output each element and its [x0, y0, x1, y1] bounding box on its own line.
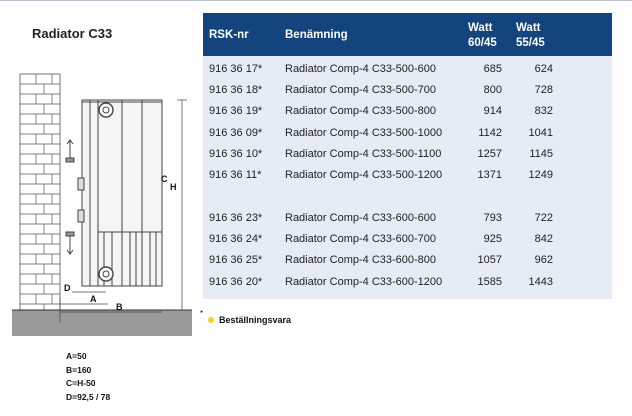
- dim-label-h: H: [170, 182, 177, 192]
- cell-watt-55: 842: [534, 233, 553, 245]
- cell-watt-55: 1145: [529, 148, 553, 160]
- cell-benamning: Radiator Comp-4 C33-500-1200: [285, 169, 443, 181]
- header-benamning: Benämning: [285, 29, 348, 41]
- dimension-b: B=160: [66, 364, 92, 375]
- brick-wall: [20, 74, 60, 310]
- table-row: [203, 165, 612, 186]
- table-row: [203, 123, 612, 144]
- table-row: [203, 80, 612, 101]
- cell-rsk: 916 36 23*: [209, 212, 263, 224]
- cell-watt-55: 722: [534, 212, 553, 224]
- cell-watt-55: 1041: [528, 127, 553, 139]
- top-border-line: [0, 0, 632, 1]
- cell-watt-55: 1443: [528, 276, 553, 288]
- footnote-asterisk: *: [200, 309, 204, 318]
- cell-watt-60: 914: [483, 105, 502, 117]
- dim-label-c: C: [161, 174, 168, 184]
- table-row: [203, 208, 612, 229]
- cell-watt-60: 1257: [477, 148, 502, 160]
- table-row: [203, 250, 612, 271]
- table-row: [203, 59, 612, 80]
- dimension-d: D=92,5 / 78: [66, 391, 111, 402]
- cell-watt-55: 1249: [528, 169, 553, 181]
- cell-rsk: 916 36 10*: [209, 148, 263, 160]
- cell-watt-60: 1585: [477, 276, 502, 288]
- cell-benamning: Radiator Comp-4 C33-600-1200: [285, 276, 443, 288]
- table-header: [203, 13, 612, 56]
- header-watt-60-line1: Watt: [468, 22, 493, 34]
- cell-watt-60: 925: [483, 233, 502, 245]
- floor: [12, 310, 192, 336]
- radiator-diagram: [12, 60, 192, 345]
- cell-rsk: 916 36 20*: [209, 276, 263, 288]
- product-table: [203, 13, 612, 299]
- cell-rsk: 916 36 19*: [209, 105, 263, 117]
- page-title: Radiator C33: [32, 26, 113, 41]
- cell-watt-60: 793: [483, 212, 502, 224]
- cell-benamning: Radiator Comp-4 C33-600-800: [285, 254, 437, 266]
- table-row: [203, 229, 612, 250]
- cell-benamning: Radiator Comp-4 C33-500-1000: [285, 127, 443, 139]
- cell-watt-60: 1057: [477, 254, 502, 266]
- cell-watt-60: 685: [483, 63, 502, 75]
- cell-benamning: Radiator Comp-4 C33-500-1100: [285, 148, 442, 160]
- cell-watt-55: 962: [534, 254, 553, 266]
- cell-benamning: Radiator Comp-4 C33-500-700: [285, 84, 437, 96]
- cell-benamning: Radiator Comp-4 C33-500-600: [285, 63, 437, 75]
- cell-watt-55: 728: [534, 84, 553, 96]
- dimension-legend: [66, 350, 110, 404]
- cell-watt-60: 1142: [478, 127, 502, 139]
- cell-benamning: Radiator Comp-4 C33-600-600: [285, 212, 437, 224]
- cell-rsk: 916 36 25*: [209, 254, 263, 266]
- cell-watt-55: 624: [534, 63, 553, 75]
- cell-benamning: Radiator Comp-4 C33-600-700: [285, 233, 437, 245]
- table-row: [203, 144, 612, 165]
- dimension-c: C=H-50: [66, 378, 96, 388]
- cell-rsk: 916 36 24*: [209, 233, 263, 245]
- radiator-side-view: [66, 100, 162, 286]
- header-rsk: RSK-nr: [209, 29, 249, 41]
- cell-watt-60: 800: [483, 84, 502, 96]
- header-watt-55-line1: Watt: [516, 22, 541, 34]
- cell-rsk: 916 36 11*: [209, 169, 262, 181]
- header-watt-60-line2: 60/45: [468, 37, 497, 49]
- dim-label-b: B: [116, 302, 123, 312]
- footnote-label: Beställningsvara: [219, 315, 292, 325]
- dim-label-d: D: [64, 283, 71, 293]
- cell-benamning: Radiator Comp-4 C33-500-800: [285, 105, 437, 117]
- cell-rsk: 916 36 17*: [209, 63, 263, 75]
- cell-watt-60: 1371: [477, 169, 502, 181]
- table-row: [203, 272, 612, 293]
- header-watt-55-line2: 55/45: [516, 37, 545, 49]
- dimension-a: A=50: [66, 351, 87, 361]
- cell-rsk: 916 36 09*: [209, 127, 263, 139]
- table-row: [203, 101, 612, 122]
- cell-watt-55: 832: [534, 105, 553, 117]
- cell-rsk: 916 36 18*: [209, 84, 263, 96]
- dim-label-a: A: [90, 294, 97, 304]
- yellow-dot-icon: [208, 317, 214, 323]
